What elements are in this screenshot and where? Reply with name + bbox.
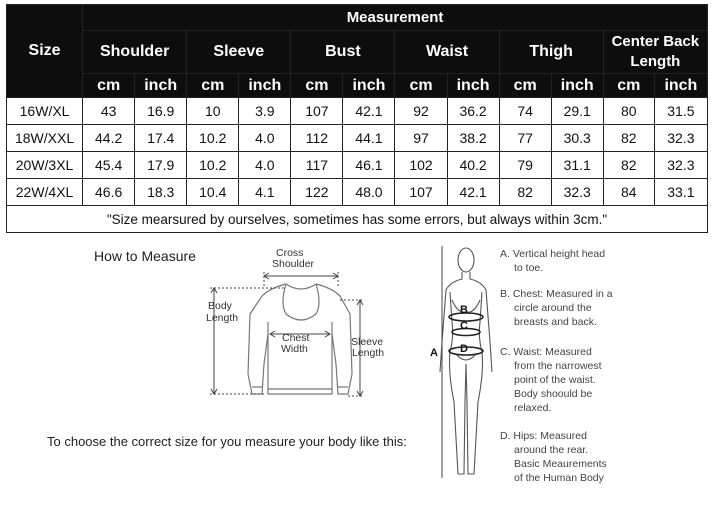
legend-line: to toe.: [514, 262, 544, 274]
value-cell: 77: [499, 125, 551, 152]
table-row: [7, 179, 708, 206]
value-cell: 82: [603, 152, 654, 179]
value-cell: 117: [291, 152, 343, 179]
value-cell: 16.9: [135, 98, 187, 125]
value-cell: 32.3: [654, 152, 707, 179]
unit-header-inch: inch: [135, 74, 187, 98]
size-chart-table: [6, 4, 708, 233]
value-cell: 42.1: [447, 179, 499, 206]
cross-shoulder-label-2: Shoulder: [272, 258, 315, 270]
unit-header-cm: cm: [187, 74, 239, 98]
size-cell: 16W/XL: [7, 98, 83, 125]
table-body: [7, 98, 708, 206]
value-cell: 46.6: [83, 179, 135, 206]
unit-header-inch: inch: [239, 74, 291, 98]
column-header-sleeve: Sleeve: [187, 31, 291, 74]
value-cell: 10.4: [187, 179, 239, 206]
value-cell: 92: [395, 98, 447, 125]
chest-width-label-2: Width: [281, 343, 308, 355]
value-cell: 10: [187, 98, 239, 125]
sleeve-length-label-1: Sleeve: [351, 336, 384, 348]
marker-a: A: [430, 347, 438, 359]
legend-line: breasts and back.: [514, 316, 597, 328]
instruction-text: To choose the correct size for you measure your body like this:: [47, 434, 407, 449]
measurement-header: Measurement: [83, 5, 708, 31]
legend-line: circle around the: [514, 302, 592, 314]
value-cell: 45.4: [83, 152, 135, 179]
value-cell: 10.2: [187, 152, 239, 179]
legend-line: A. Vertical height head: [500, 248, 606, 260]
value-cell: 3.9: [239, 98, 291, 125]
value-cell: 80: [603, 98, 654, 125]
unit-header-cm: cm: [603, 74, 654, 98]
guide-title: How to Measure: [94, 248, 196, 264]
value-cell: 17.4: [135, 125, 187, 152]
value-cell: 82: [603, 125, 654, 152]
column-header-shoulder: Shoulder: [83, 31, 187, 74]
size-cell: 22W/4XL: [7, 179, 83, 206]
value-cell: 122: [291, 179, 343, 206]
value-cell: 18.3: [135, 179, 187, 206]
value-cell: 107: [395, 179, 447, 206]
table-row: [7, 152, 708, 179]
value-cell: 107: [291, 98, 343, 125]
value-cell: 17.9: [135, 152, 187, 179]
value-cell: 112: [291, 125, 343, 152]
marker-b: B: [460, 304, 468, 316]
chest-width-label-1: Chest: [282, 332, 310, 344]
value-cell: 4.0: [239, 152, 291, 179]
unit-header-inch: inch: [343, 74, 395, 98]
marker-c: C: [460, 320, 468, 332]
value-cell: 10.2: [187, 125, 239, 152]
value-cell: 44.1: [343, 125, 395, 152]
legend-line: from the narrowest: [514, 360, 602, 372]
unit-header-inch: inch: [654, 74, 707, 98]
value-cell: 102: [395, 152, 447, 179]
value-cell: 31.5: [654, 98, 707, 125]
value-cell: 48.0: [343, 179, 395, 206]
legend-line: D. Hips: Measured: [500, 430, 587, 442]
size-cell: 20W/3XL: [7, 152, 83, 179]
marker-d: D: [460, 343, 468, 355]
value-cell: 29.1: [551, 98, 603, 125]
legend-line: C. Waist: Measured: [500, 346, 592, 358]
sleeve-length-label-2: Length: [352, 347, 385, 359]
unit-header-inch: inch: [551, 74, 603, 98]
unit-header-cm: cm: [499, 74, 551, 98]
body-illustration: [428, 242, 498, 488]
measurement-guide: [0, 238, 714, 526]
value-cell: 44.2: [83, 125, 135, 152]
unit-header-cm: cm: [291, 74, 343, 98]
table-row: [7, 98, 708, 125]
cross-shoulder-label-1: Cross: [276, 247, 304, 259]
body-length-label-1: Body: [208, 300, 232, 312]
value-cell: 82: [499, 179, 551, 206]
legend-line: Body shoould be: [514, 388, 593, 400]
column-header-waist: Waist: [395, 31, 499, 74]
value-cell: 40.2: [447, 152, 499, 179]
value-cell: 36.2: [447, 98, 499, 125]
unit-header-inch: inch: [447, 74, 499, 98]
value-cell: 84: [603, 179, 654, 206]
value-cell: 79: [499, 152, 551, 179]
table-row: [7, 125, 708, 152]
table-note: "Size mearsured by ourselves, sometimes has some errors, but always within 3cm.": [7, 206, 708, 233]
value-cell: 33.1: [654, 179, 707, 206]
value-cell: 32.3: [551, 179, 603, 206]
legend-line: relaxed.: [514, 402, 552, 414]
value-cell: 4.1: [239, 179, 291, 206]
value-cell: 43: [83, 98, 135, 125]
value-cell: 4.0: [239, 125, 291, 152]
unit-row: [7, 74, 708, 98]
body-length-label-2: Length: [206, 312, 239, 324]
value-cell: 46.1: [343, 152, 395, 179]
size-cell: 18W/XXL: [7, 125, 83, 152]
column-header-bust: Bust: [291, 31, 395, 74]
value-cell: 32.3: [654, 125, 707, 152]
legend-line: Basic Meaurements: [514, 458, 607, 470]
legend-line: around the rear.: [514, 444, 589, 456]
unit-header-cm: cm: [395, 74, 447, 98]
column-header-center-back-length: Center Back Length: [603, 31, 707, 74]
value-cell: 30.3: [551, 125, 603, 152]
value-cell: 38.2: [447, 125, 499, 152]
value-cell: 31.1: [551, 152, 603, 179]
legend-line: of the Human Body: [514, 472, 604, 484]
unit-header-cm: cm: [83, 74, 135, 98]
value-cell: 42.1: [343, 98, 395, 125]
legend-line: point of the waist.: [514, 374, 596, 386]
value-cell: 97: [395, 125, 447, 152]
column-header-thigh: Thigh: [499, 31, 603, 74]
legend-line: B. Chest: Measured in a: [500, 288, 613, 300]
value-cell: 74: [499, 98, 551, 125]
size-header: Size: [7, 5, 83, 98]
